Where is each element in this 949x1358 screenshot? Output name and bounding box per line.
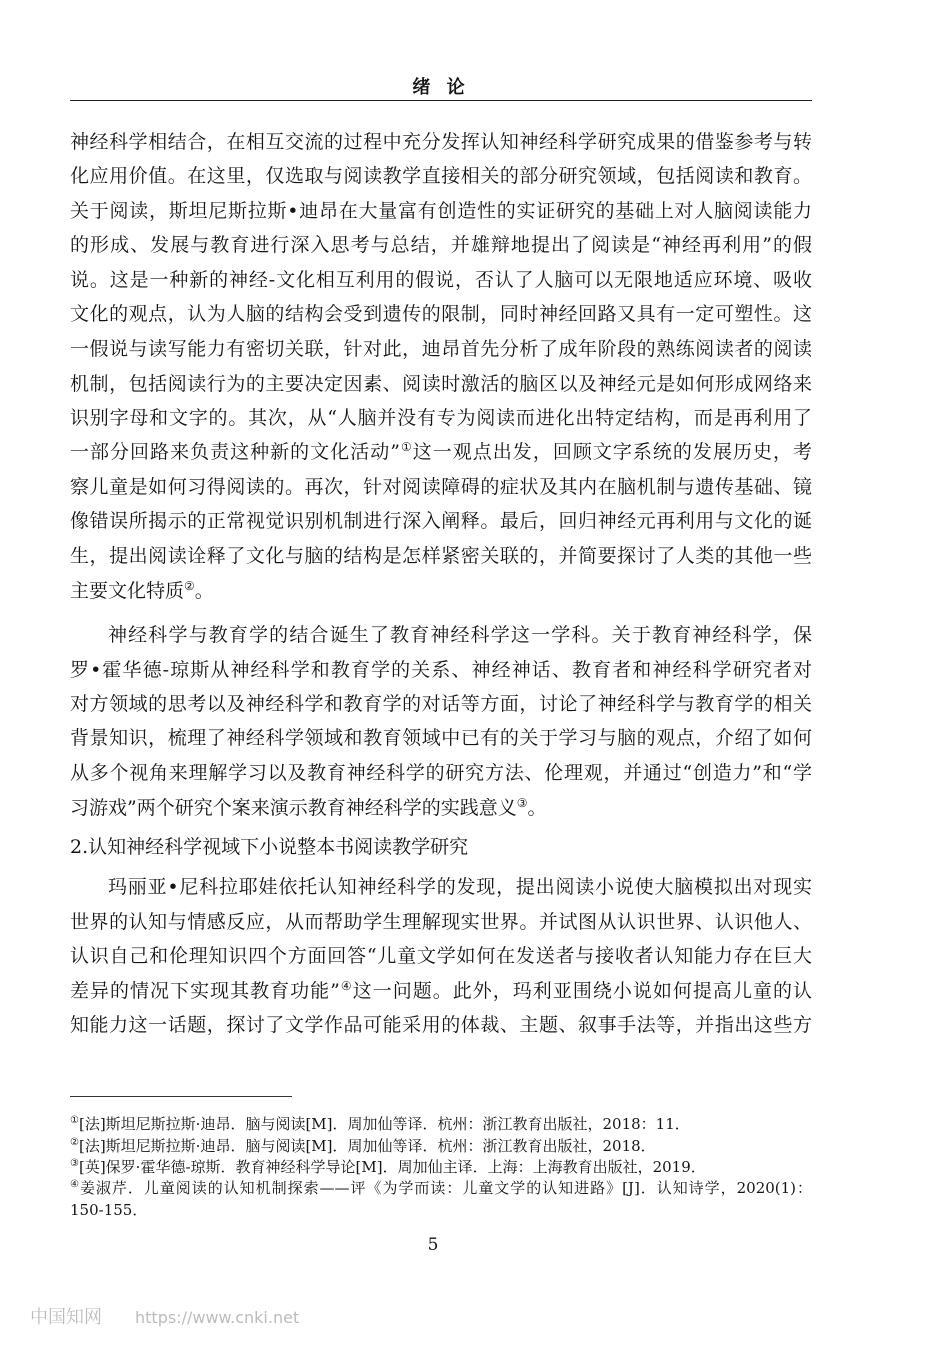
body-text-line: 机制，包括阅读行为的主要决定因素、阅读时激活的脑区以及神经元是如何形成网络来 [70, 373, 812, 395]
body-text-line [70, 578, 812, 604]
body-text-segment: 这一问题。此外，玛利亚围绕小说如何提高儿童的认 [352, 980, 812, 1002]
footnote-text: [法]斯坦尼斯拉斯·迪昂．脑与阅读[M]．周加仙等译．杭州：浙江教育出版社，2018：11． [78, 1115, 690, 1133]
footnote-mark: ① [70, 1115, 79, 1126]
body-text-line [70, 439, 812, 465]
footnote-separator [70, 1096, 292, 1097]
body-text-line: 从多个视角来理解学习以及教育神经科学的研究方法、伦理观，并通过“创造力”和“学 [70, 762, 812, 784]
body-text-line: 知能力这一话题，探讨了文学作品可能采用的体裁、主题、叙事手法等，并指出这些方 [70, 1014, 812, 1036]
body-text-line: 背景知识，梳理了神经科学领域和教育领域中已有的关于学习与脑的观点，介绍了如何 [70, 727, 812, 749]
body-text-line [70, 795, 812, 821]
body-text-line: 对方领域的思考以及神经科学和教育学的对话等方面，讨论了神经科学与教育学的相关 [70, 693, 812, 715]
body-text-segment: 这一观点出发，回顾文字系统的发展历史，考 [412, 441, 812, 463]
body-text-line: 像错误所揭示的正常视觉识别机制进行深入阐释。最后，回归神经元再利用与文化的诞 [70, 510, 812, 532]
body-text-line: 神经科学与教育学的结合诞生了教育神经科学这一学科。关于教育神经科学，保 [108, 624, 812, 646]
footnote-mark: ② [70, 1137, 79, 1148]
footnote [70, 1135, 812, 1157]
body-text-segment: 。 [527, 797, 547, 819]
footnote [70, 1156, 812, 1178]
body-text-line: 一假说与读写能力有密切关联，针对此，迪昂首先分析了成年阶段的熟练阅读者的阅读 [70, 338, 812, 360]
page-number: 5 [427, 1235, 439, 1255]
footnote [70, 1113, 812, 1135]
body-text-line: 世界的认知与情感反应，从而帮助学生理解现实世界。并试图从认识世界、认识他人、 [70, 911, 812, 933]
body-text-line: 化应用价值。在这里，仅选取与阅读教学直接相关的部分研究领域，包括阅读和教育。 [70, 165, 812, 187]
body-text-line: 认识自己和伦理知识四个方面回答“儿童文学如何在发送者与接收者认知能力存在巨大 [70, 945, 812, 967]
body-text-line [70, 978, 812, 1004]
body-text-line: 文化的观点，认为人脑的结构会受到遗传的限制，同时神经回路又具有一定可塑性。这 [70, 303, 812, 325]
footnote-ref-mark: ① [399, 440, 413, 454]
body-text-line: 神经科学相结合，在相互交流的过程中充分发挥认知神经科学研究成果的借鉴参考与转 [70, 131, 812, 153]
footnote-mark: ④ [70, 1179, 80, 1190]
running-header: 绪 论 [412, 77, 470, 98]
footnote-text: [英]保罗·霍华德-琼斯．教育神经科学导论[M]．周加仙主译．上海：上海教育出版社，2019． [78, 1158, 706, 1176]
body-text-segment: 主要文化特质 [70, 580, 185, 602]
body-text-segment: 一部分回路来负责这种新的文化活动” [70, 441, 400, 463]
footnote-ref-mark: ④ [339, 979, 353, 993]
footnote-ref-mark: ② [184, 579, 195, 593]
footnote [70, 1177, 812, 1199]
body-text-line: 察儿童是如何习得阅读的。再次，针对阅读障碍的症状及其内在脑机制与遗传基础、镜 [70, 476, 812, 498]
body-text-line: 生，提出阅读诠释了文化与脑的结构是怎样紧密关联的，并简要探讨了人类的其他一些 [70, 545, 812, 567]
footnote-text: 150-155． [70, 1201, 148, 1219]
footnote-text: 姜淑芹．儿童阅读的认知机制探索——评《为学而读：儿童文学的认知进路》[J]．认知诗学，2020(1)： [79, 1179, 812, 1197]
body-text-line: 罗•霍华德-琼斯从神经科学和教育学的关系、神经神话、教育者和神经科学研究者对 [70, 659, 812, 681]
footnote-mark: ③ [70, 1158, 79, 1169]
header-rule [70, 100, 812, 101]
body-text-line: 的形成、发展与教育进行深入思考与总结，并雄辩地提出了阅读是“神经再利用”的假 [70, 234, 812, 256]
body-text-segment: 习游戏”两个研究个案来演示教育神经科学的实践意义 [70, 797, 517, 819]
watermark-url: https://www.cnki.net [135, 1308, 300, 1327]
body-text-line: 关于阅读，斯坦尼斯拉斯•迪昂在大量富有创造性的实证研究的基础上对人脑阅读能力 [70, 200, 812, 222]
footnote-text: [法]斯坦尼斯拉斯·迪昂．脑与阅读[M]．周加仙等译．杭州：浙江教育出版社，2018． [78, 1137, 656, 1155]
body-text-line: 识别字母和文字的。其次，从“人脑并没有专为阅读而进化出特定结构，而是再利用了 [70, 407, 812, 429]
body-text-line: 玛丽亚•尼科拉耶娃依托认知神经科学的发现，提出阅读小说使大脑模拟出对现实 [108, 876, 812, 898]
watermark-site-name: 中国知网 [30, 1307, 102, 1328]
body-text-segment: 差异的情况下实现其教育功能” [70, 980, 340, 1002]
footnote-continuation [70, 1199, 812, 1221]
section-heading: 2.认知神经科学视域下小说整本书阅读教学研究 [70, 836, 469, 858]
footnote-ref-mark: ③ [516, 796, 528, 810]
body-text-line: 说。这是一种新的神经-文化相互利用的假说，否认了人脑可以无限地适应环境、吸收 [70, 269, 812, 291]
body-text-segment: 。 [194, 580, 214, 602]
